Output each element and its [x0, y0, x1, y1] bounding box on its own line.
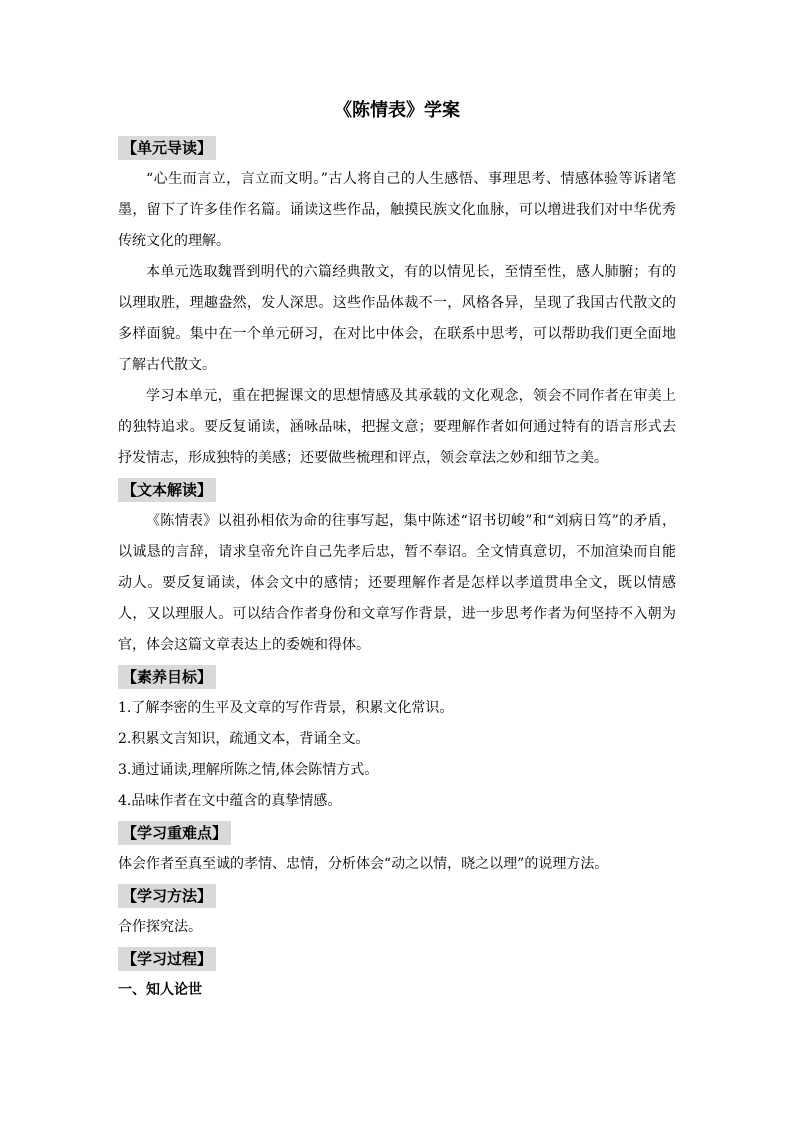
page-title: 《陈情表》学案	[334, 100, 460, 121]
paragraph: 学习本单元，重在把握课文的思想情感及其承载的文化观念，领会不同作者在审美上的独特追求。要反复诵读，涵咏品味，把握文意；要理解作者如何通过特有的语言形式去抒发情志，形成独特的美感；还要做些梳理和评点，领会章法之妙和细节之美。	[118, 388, 676, 466]
paragraph: 本单元选取魏晋到明代的六篇经典散文，有的以情见长，至情至性，感人肺腑；有的以理取胜，理趣盎然，发人深思。这些作品体裁不一，风格各异，呈现了我国古代散文的多样面貌。集中在一个单元研习，在对比中体会，在联系中思考，可以帮助我们更全面地了解古代散文。	[118, 264, 676, 373]
method-text: 合作探究法。	[118, 919, 202, 935]
section-heading-goals: 【素养目标】	[118, 665, 216, 689]
paragraph: “心生而言立，言立而文明。”古人将自己的人生感悟、事理思考、情感体验等诉诸笔墨，留下了许多佳作名篇。诵读这些作品，触摸民族文化血脉，可以增进我们对中华优秀传统文化的理解。	[118, 171, 676, 249]
section-heading-unit-intro: 【单元导读】	[118, 136, 216, 160]
key-points-text: 体会作者至真至诚的孝情、忠情，分析体会“动之以情，晓之以理”的说理方法。	[118, 856, 609, 872]
section-heading-text-reading: 【文本解读】	[118, 478, 216, 502]
section-heading-key-points: 【学习重难点】	[118, 821, 231, 845]
section-heading-process: 【学习过程】	[118, 947, 216, 971]
goal-item: 3.通过诵读,理解所陈之情,体会陈情方式。	[118, 762, 379, 778]
goal-item: 4.品味作者在文中蕴含的真挚情感。	[118, 793, 342, 809]
document-page	[118, 96, 676, 1006]
subsection-title: 一、知人论世	[118, 982, 202, 998]
goal-item: 1.了解李密的生平及文章的写作背景，积累文化常识。	[118, 700, 454, 716]
goal-item: 2.积累文言知识，疏通文本，背诵全文。	[118, 731, 370, 747]
paragraph: 《陈情表》以祖孙相依为命的往事写起，集中陈述“诏书切峻”和“刘病日笃”的矛盾，以诚恳的言辞，请求皇帝允许自己先孝后忠，暂不奉诏。全文情真意切，不加渲染而自能动人。要反复诵读，体会文中的感情；还要理解作者是怎样以孝道贯串全文，既以情感人，又以理服人。可以结合作者身份和文章写作背景，进一步思考作者为何坚持不入朝为官，体会这篇文章表达上的委婉和得体。	[118, 513, 676, 653]
section-heading-method: 【学习方法】	[118, 884, 216, 908]
